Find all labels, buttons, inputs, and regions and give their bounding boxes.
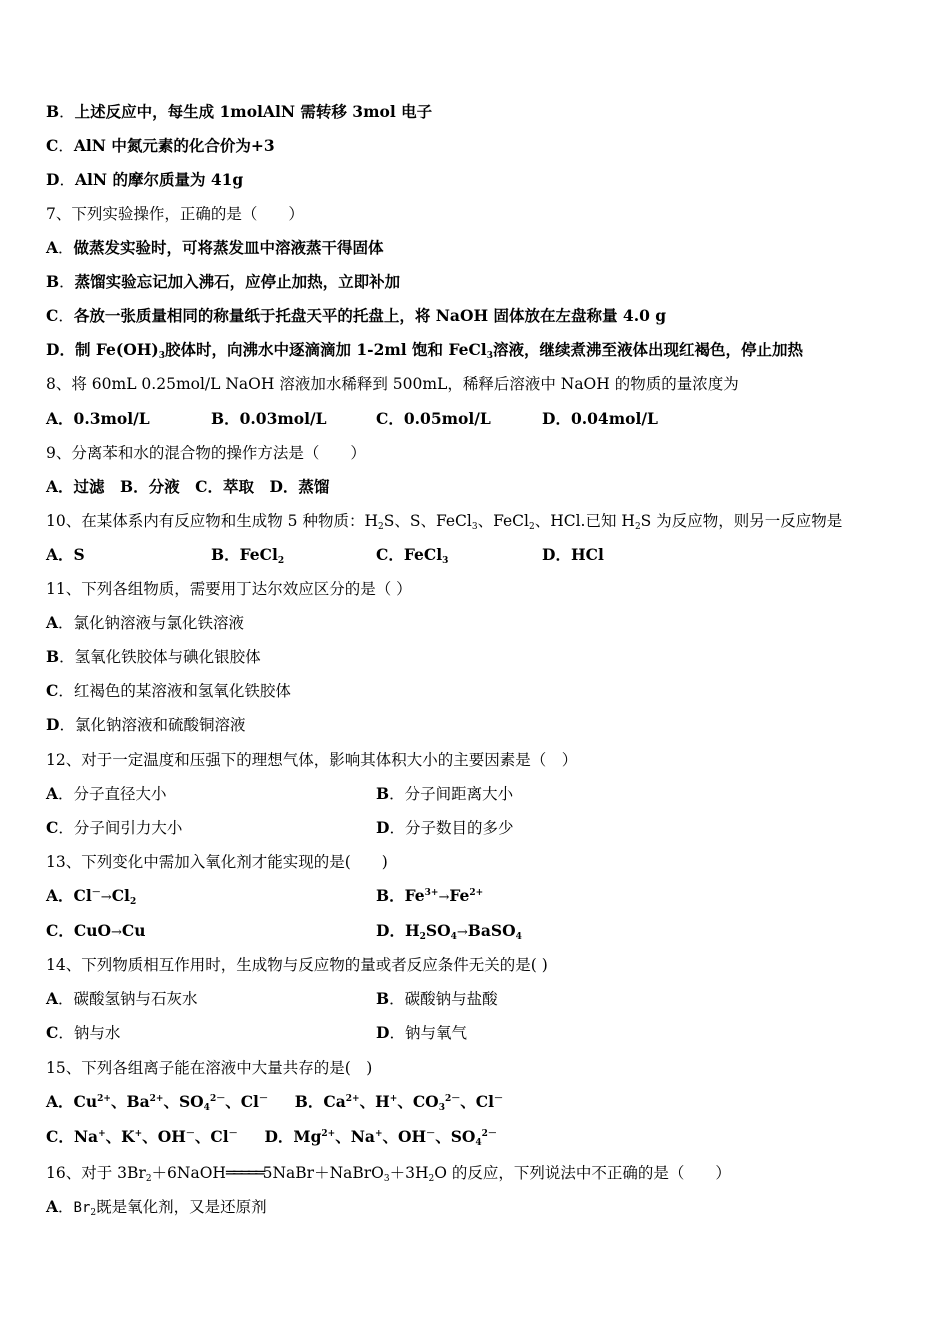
q8-stem: 8、将 60mL 0.25mol/L NaOH 溶液加水稀释到 500mL，稀释后溶液中 NaOH 的物质的量浓度为 bbox=[46, 375, 739, 393]
q6-option-c: C．AlN 中氮元素的化合价为+3 bbox=[46, 136, 275, 155]
q11-option-c: C．红褐色的某溶液和氢氧化铁胶体 bbox=[46, 681, 291, 700]
q14-options-row2 bbox=[46, 1023, 866, 1043]
q7-option-c: C．各放一张质量相同的称量纸于托盘天平的托盘上，将 NaOH 固体放在左盘称量 4.0 g bbox=[46, 306, 667, 325]
q7-option-a: A．做蒸发实验时，可将蒸发皿中溶液蒸干得固体 bbox=[46, 238, 384, 257]
q10-option-d: D．HCl bbox=[542, 545, 604, 564]
q7-stem: 7、下列实验操作，正确的是（ ） bbox=[46, 205, 304, 223]
q9-options: A．过滤 B．分液 C．萃取 D．蒸馏 bbox=[46, 477, 330, 496]
q12-option-c: C．分子间引力大小 bbox=[46, 818, 183, 837]
q13-option-c: C．CuO→Cu bbox=[46, 921, 146, 940]
q12-option-b: B．分子间距离大小 bbox=[376, 784, 514, 803]
q14-option-c: C．钠与水 bbox=[46, 1023, 121, 1042]
q11-stem: 11、下列各组物质，需要用丁达尔效应区分的是（ ） bbox=[46, 580, 412, 598]
q13-option-a: A．$Cl^-\to Cl_2$ bbox=[46, 886, 137, 907]
q11-option-d: D．氯化钠溶液和硫酸铜溶液 bbox=[46, 715, 246, 734]
q15-option-a: A．$Cu^{2+}$、$Ba^{2+}$、$SO_4^{2-}$、Cl－ bbox=[46, 1092, 268, 1113]
q8-option-b: B．0.03mol/L bbox=[211, 409, 327, 428]
q15-option-b: B．$Ca^{2+}$、H+、$CO_3^{2-}$、Cl－ bbox=[294, 1092, 503, 1113]
q12-option-d: D．分子数目的多少 bbox=[376, 818, 514, 837]
q14-options-row1 bbox=[46, 989, 866, 1009]
q12-options-row1 bbox=[46, 784, 866, 804]
q13-options-row2 bbox=[46, 921, 866, 941]
q6-option-b: B．上述反应中，每生成 1molAlN 需转移 3mol 电子 bbox=[46, 102, 433, 121]
q15-option-c: C．Na+、K+、OH－、Cl－ bbox=[46, 1127, 238, 1146]
q16-option-a: A．$Br_2$既是氧化剂，又是还原剂 bbox=[46, 1197, 267, 1218]
q14-option-a: A．碳酸氢钠与石灰水 bbox=[46, 989, 198, 1008]
q13-stem: 13、下列变化中需加入氧化剂才能实现的是( ) bbox=[46, 853, 388, 871]
q16-stem: 16、对于 $3Br_2+6NaOH═════5NaBr+NaBrO_3+3H_2O$ 的反应，下列说法中不正确的是（ ） bbox=[46, 1164, 731, 1184]
q9-stem: 9、分离苯和水的混合物的操作方法是（ ） bbox=[46, 444, 366, 462]
q15-options-row2 bbox=[46, 1127, 497, 1147]
q15-stem: 15、下列各组离子能在溶液中大量共存的是( ) bbox=[46, 1059, 373, 1077]
q10-options bbox=[46, 545, 866, 565]
q14-option-b: B．碳酸钠与盐酸 bbox=[376, 989, 498, 1008]
q15-option-d: D．$Mg^{2+}$、Na+、OH－、$SO_4^{2-}$ bbox=[264, 1127, 497, 1148]
q8-option-d: D．0.04mol/L bbox=[542, 409, 658, 428]
q10-option-b: B．FeCl$_2$ bbox=[211, 545, 285, 566]
q13-options-row1 bbox=[46, 886, 866, 906]
q7-option-b: B．蒸馏实验忘记加入沸石，应停止加热，立即补加 bbox=[46, 272, 401, 291]
q10-option-a: A．S bbox=[46, 545, 85, 564]
q13-option-b: B．$Fe^{3+}\to Fe^{2+}$ bbox=[376, 886, 484, 905]
q7-option-d: D．制 $Fe(OH)_3$胶体时，向沸水中逐滴滴加 1-2ml 饱和 FeCl$_3$溶液，继续煮沸至液体出现红褐色，停止加热 bbox=[46, 340, 803, 361]
q8-options bbox=[46, 409, 866, 429]
q12-option-a: A．分子直径大小 bbox=[46, 784, 167, 803]
q10-option-c: C．FeCl$_3$ bbox=[376, 545, 449, 566]
q11-option-a: A．氯化钠溶液与氯化铁溶液 bbox=[46, 613, 245, 632]
q14-option-d: D．钠与氧气 bbox=[376, 1023, 467, 1042]
q15-options-row1 bbox=[46, 1092, 503, 1112]
q6-option-d: D．AlN 的摩尔质量为 41g bbox=[46, 170, 244, 189]
q14-stem: 14、下列物质相互作用时，生成物与反应物的量或者反应条件无关的是( ) bbox=[46, 956, 548, 974]
q8-option-a: A．0.3mol/L bbox=[46, 409, 150, 428]
q11-option-b: B．氢氧化铁胶体与碘化银胶体 bbox=[46, 647, 261, 666]
q13-option-d: D．$H_2SO_4\to BaSO_4$ bbox=[376, 921, 522, 942]
q12-options-row2 bbox=[46, 818, 866, 838]
q10-stem: 10、在某体系内有反应物和生成物 5 种物质：$H_2S$、S、FeCl$_3$、FeCl$_2$、HCl.已知 $H_2S$ 为反应物，则另一反应物是 bbox=[46, 512, 843, 532]
q8-option-c: C．0.05mol/L bbox=[376, 409, 491, 428]
q12-stem: 12、对于一定温度和压强下的理想气体，影响其体积大小的主要因素是（ ） bbox=[46, 751, 578, 769]
